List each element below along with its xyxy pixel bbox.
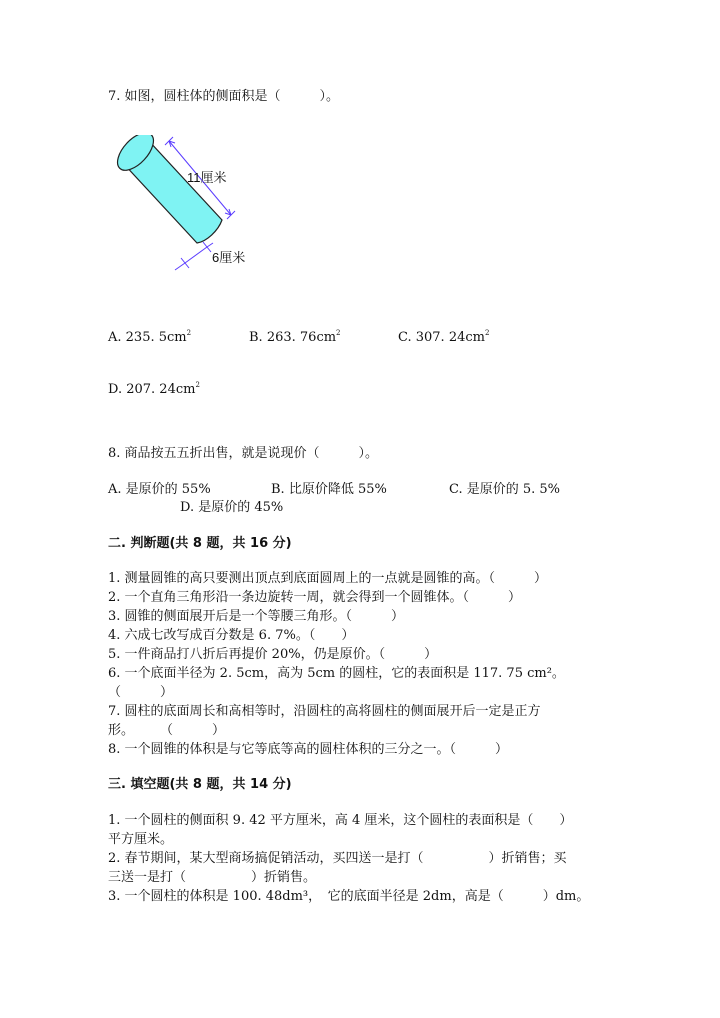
- judge-item-5: 5. 一件商品打八折后再提价 20%，仍是原价。（ ）: [108, 647, 438, 662]
- diameter-label: 6厘米: [212, 250, 246, 265]
- fill-item-3: 3. 一个圆柱的体积是 100. 48dm³， 它的底面半径是 2dm，高是（ ）dm。: [108, 889, 590, 904]
- judge-item-6: 6. 一个底面半径为 2. 5cm，高为 5cm 的圆柱，它的表面积是 117. 75 cm²。: [108, 666, 565, 681]
- q8-option-d: D. 是原价的 45%: [180, 500, 284, 515]
- q8-option-b: B. 比原价降低 55%: [271, 482, 387, 497]
- question-8-stem: 8. 商品按五五折出售，就是说现价（ ）。: [108, 446, 379, 461]
- q8-option-a: A. 是原价的 55%: [108, 482, 211, 497]
- length-label: 11厘米: [187, 170, 227, 185]
- judge-item-8: 8. 一个圆锥的体积是与它等底等高的圆柱体积的三分之一。（ ）: [108, 742, 509, 757]
- judge-item-3: 3. 圆锥的侧面展开后是一个等腰三角形。（ ）: [108, 609, 405, 624]
- judge-item-4: 4. 六成七改写成百分数是 6. 7%。（ ）: [108, 628, 355, 643]
- judge-item-2: 2. 一个直角三角形沿一条边旋转一周，就会得到一个圆锥体。（ ）: [108, 590, 522, 605]
- diameter-dimension: [175, 242, 213, 270]
- q7-option-d: D. 207. $24cm^2$: [108, 381, 200, 397]
- fill-item-2: 2. 春节期间，某大型商场搞促销活动，买四送一是打（ ）折销售；买: [108, 851, 567, 866]
- judge-item-1: 1. 测量圆锥的高只要测出顶点到底面圆周上的一点就是圆锥的高。（ ）: [108, 571, 548, 586]
- q7-option-a: A. 235. $5cm^2$: [108, 329, 192, 345]
- fill-item-1: 1. 一个圆柱的侧面积 9. 42 平方厘米，高 4 厘米，这个圆柱的表面积是（ ）: [108, 813, 573, 828]
- judge-item-7-cont: 形。 （ ）: [108, 723, 226, 738]
- q8-option-c: C. 是原价的 5. 5%: [449, 482, 561, 497]
- fill-item-1-cont: 平方厘米。: [108, 832, 174, 847]
- q7-option-b: B. 263. $76cm^2$: [249, 329, 341, 345]
- judge-item-6-cont: （ ）: [108, 685, 174, 700]
- cylinder-figure: [105, 135, 365, 295]
- judge-item-7: 7. 圆柱的底面周长和高相等时，沿圆柱的高将圆柱的侧面展开后一定是正方: [108, 704, 541, 719]
- section-3-title: 三. 填空题(共 8 题，共 14 分): [108, 777, 292, 792]
- fill-item-2-cont: 三送一是打（ ）折销售。: [108, 870, 317, 885]
- question-7-stem: 7. 如图，圆柱体的侧面积是（ ）。: [108, 89, 340, 104]
- section-2-title: 二. 判断题(共 8 题，共 16 分): [108, 536, 292, 551]
- q7-option-c: C. 307. $24cm^2$: [398, 329, 490, 345]
